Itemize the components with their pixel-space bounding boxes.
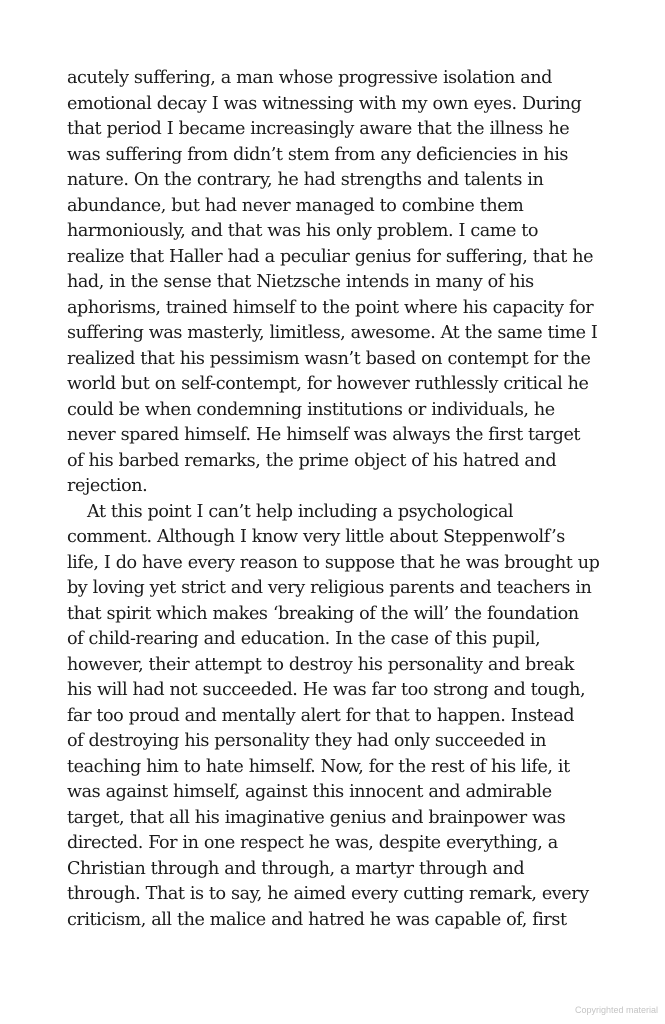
text-line: had, in the sense that Nietzsche intends in many of his — [67, 272, 534, 292]
text-line: harmoniously, and that was his only problem. I came to — [67, 221, 539, 241]
text-line: At this point I can’t help including a psychological — [87, 501, 514, 522]
text-line: directed. For in one respect he was, despite everything, a — [67, 833, 558, 853]
text-line: life, I do have every reason to suppose that he was brought up — [67, 552, 600, 573]
text-line: abundance, but had never managed to combine them — [67, 195, 524, 216]
copyright-notice: Copyrighted material — [574, 1005, 658, 1015]
text-line: emotional decay I was witnessing with my own eyes. During — [67, 93, 582, 114]
text-line: by loving yet strict and very religious parents and teachers in — [67, 578, 592, 598]
text-line: realize that Haller had a peculiar genius for suffering, that he — [67, 246, 594, 267]
text-line: that spirit which makes ‘breaking of the will’ the foundation — [67, 603, 579, 624]
text-line: of destroying his personality they had only succeeded in — [67, 731, 547, 751]
text-line: through. That is to say, he aimed every cutting remark, every — [67, 884, 589, 904]
text-line: nature. On the contrary, he had strengths and talents in — [67, 170, 544, 190]
body-text — [67, 66, 607, 933]
paragraph — [67, 500, 607, 934]
text-line: was suffering from didn’t stem from any deficiencies in his — [67, 144, 568, 165]
text-line: however, their attempt to destroy his personality and break — [67, 654, 574, 675]
text-line: target, that all his imaginative genius and brainpower was — [67, 807, 566, 828]
text-line: that period I became increasingly aware that the illness he — [67, 119, 570, 139]
text-line: of his barbed remarks, the prime object of his hatred and — [67, 450, 557, 471]
text-line: far too proud and mentally alert for that to happen. Instead — [67, 705, 575, 726]
text-line: suffering was masterly, limitless, awesome. At the same time I — [67, 323, 598, 343]
text-line: aphorisms, trained himself to the point where his capacity for — [67, 297, 594, 318]
text-line: teaching him to hate himself. Now, for the rest of his life, it — [67, 756, 570, 777]
text-line: his will had not succeeded. He was far too strong and tough, — [67, 680, 586, 700]
text-line: could be when condemning institutions or individuals, he — [67, 399, 555, 420]
text-line: was against himself, against this innocent and admirable — [67, 782, 552, 802]
text-line: comment. Although I know very little about Steppenwolf’s — [67, 527, 565, 547]
text-line: of child-rearing and education. In the case of this pupil, — [67, 629, 541, 649]
text-line: Christian through and through, a martyr through and — [67, 858, 525, 879]
text-line: acutely suffering, a man whose progressive isolation and — [67, 68, 552, 88]
text-line: rejection. — [67, 476, 148, 496]
text-line: realized that his pessimism wasn’t based on contempt for the — [67, 348, 591, 369]
text-line: criticism, all the malice and hatred he was capable of, first — [67, 909, 567, 930]
text-line: world but on self-contempt, for however ruthlessly critical he — [67, 374, 589, 394]
paragraph — [67, 66, 607, 500]
text-line: never spared himself. He himself was always the first target — [67, 425, 581, 445]
